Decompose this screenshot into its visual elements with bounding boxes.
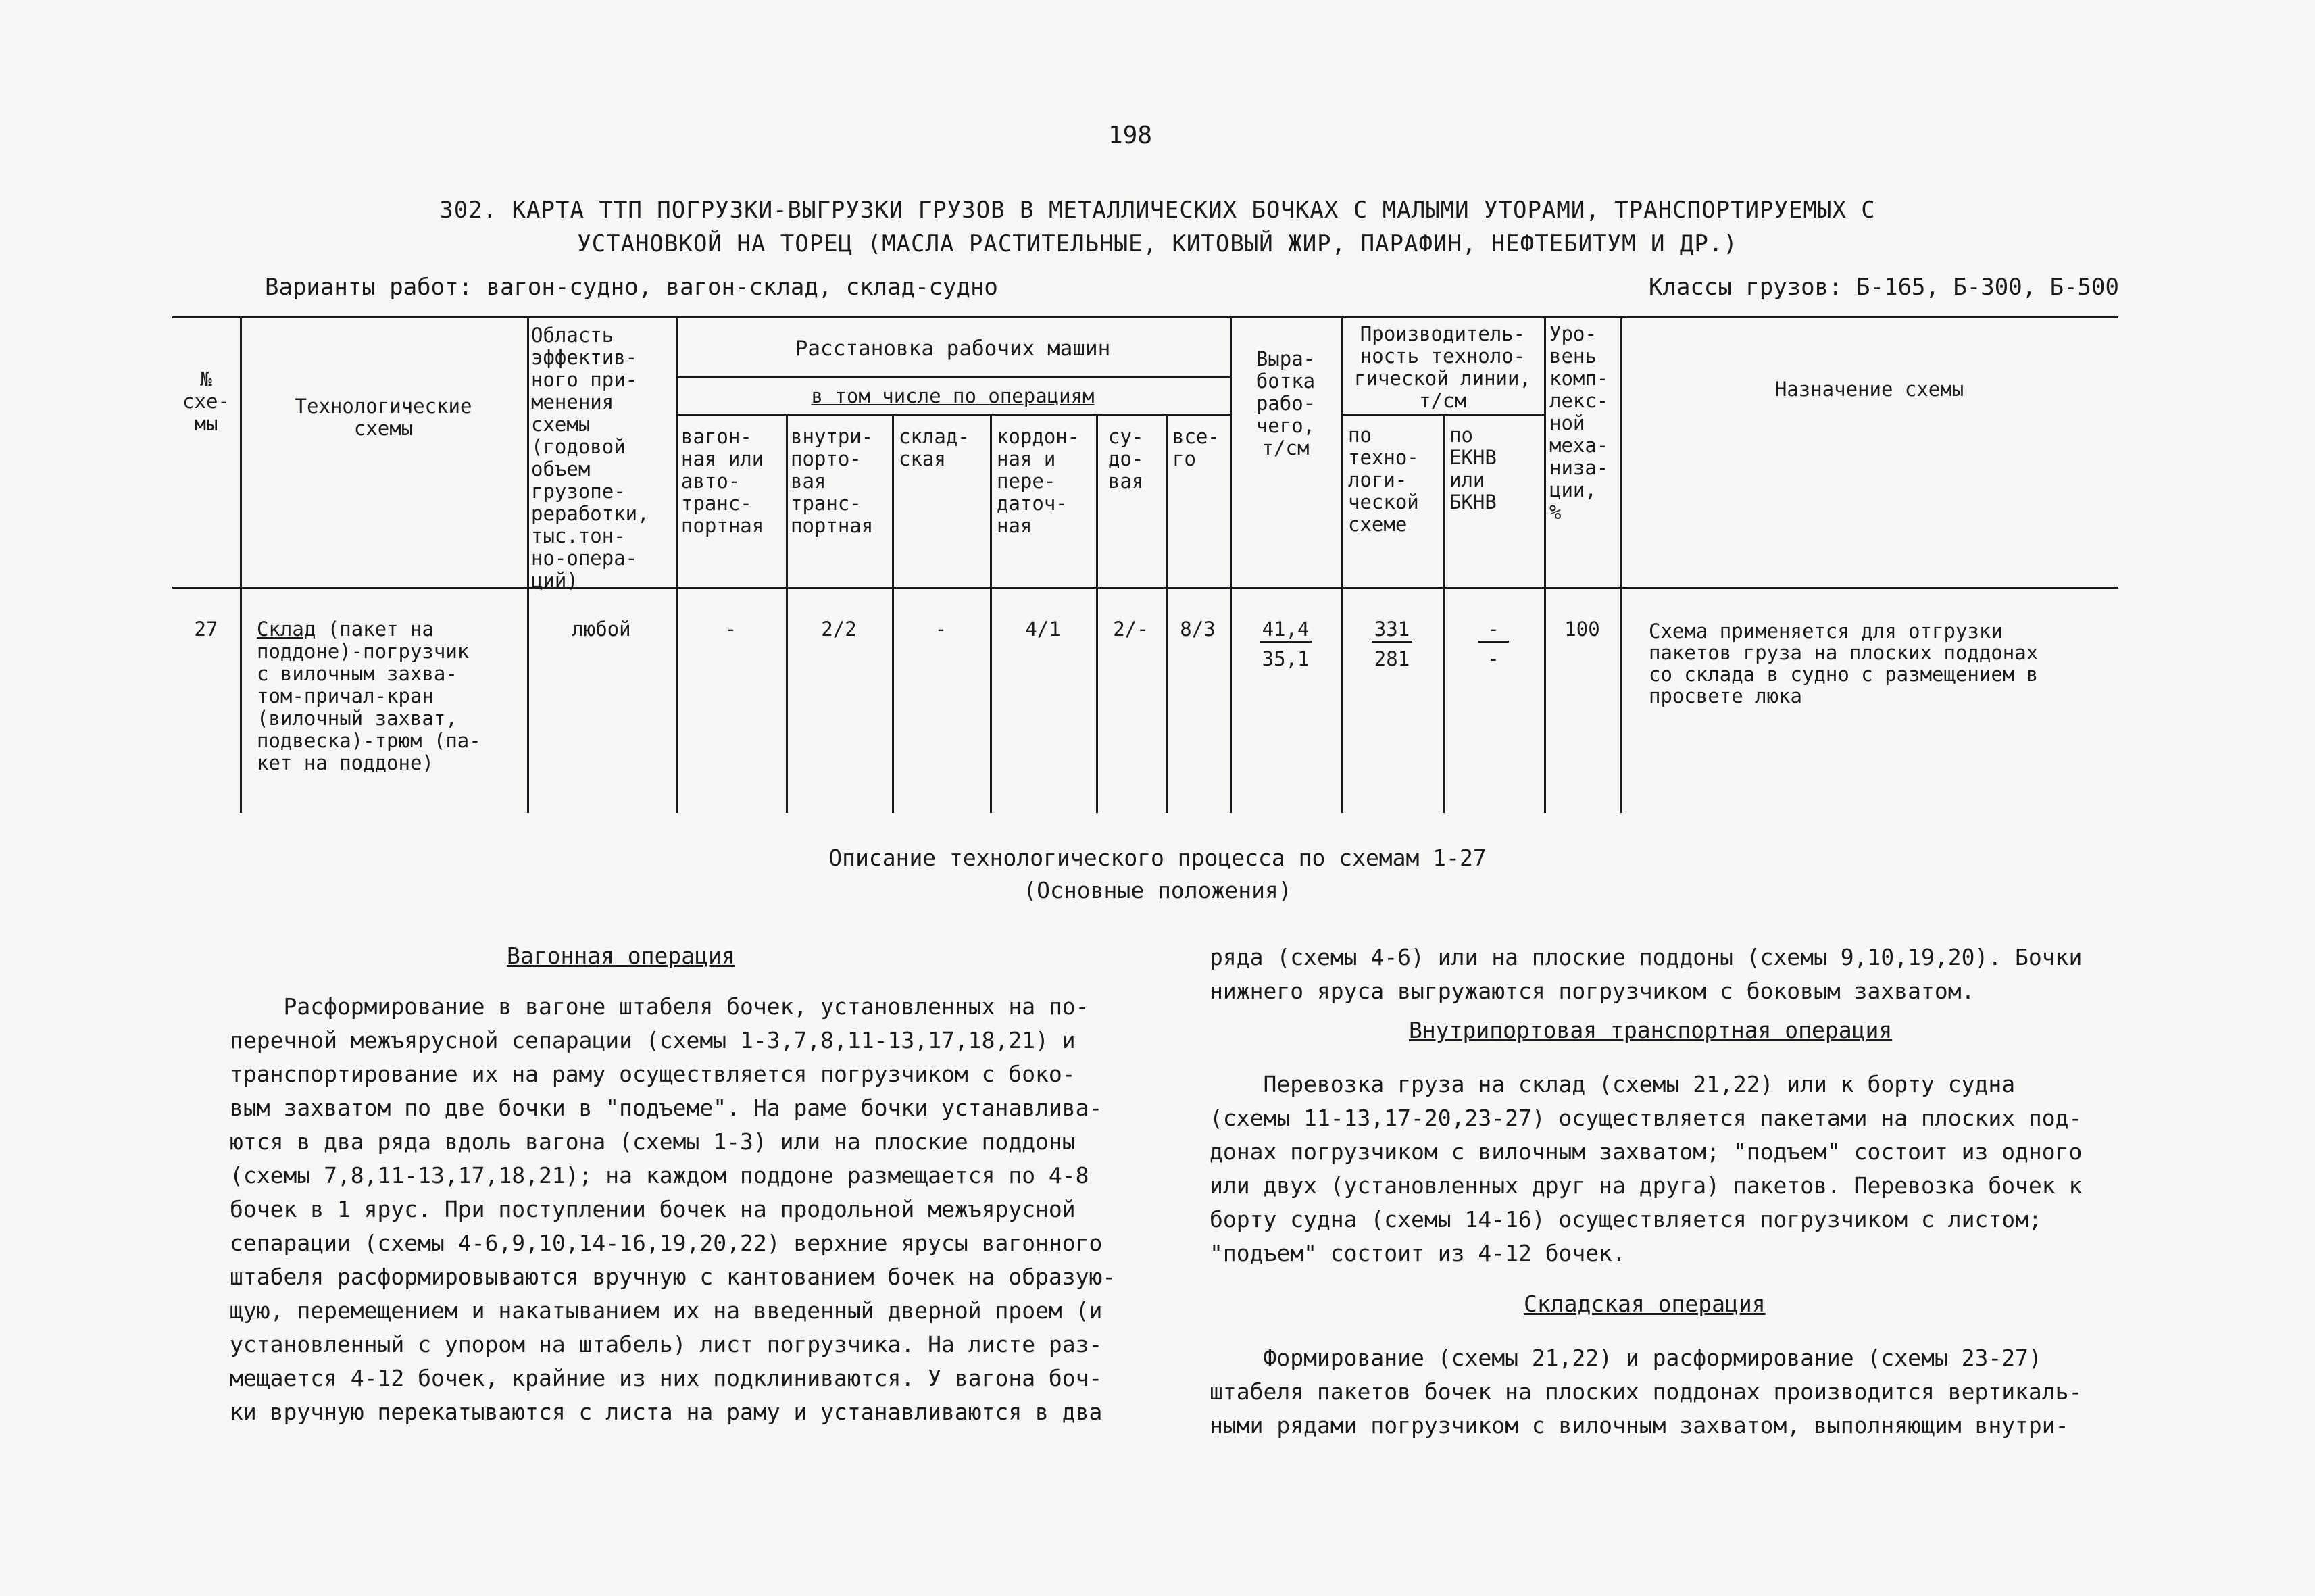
row-op-wagon: - — [724, 618, 737, 641]
header-placement: Расстановка рабочих машин — [795, 336, 1111, 361]
section-store-text: Формирование (схемы 21,22) и расформирование (схемы 23-27) штабеля пакетов бочек на плоских поддонах производится вертикаль- ными рядами погрузчиком с вилочным захватом, выполняющим внутри- — [1210, 1345, 2083, 1439]
col-rule — [527, 316, 529, 813]
header-num: № схе- мы — [182, 368, 230, 435]
header-schemes: Технологические схемы — [295, 395, 472, 440]
header-prod-ekhv: по ЕКНВ или БКНВ — [1449, 424, 1497, 514]
header-output: Выра- ботка рабо- чего, т/см — [1255, 347, 1316, 459]
header-productivity: Производитель- ность техноло- гической линии, т/см — [1354, 322, 1531, 412]
row-output — [1230, 618, 1341, 670]
cargo-classes: Классы грузов: Б-165, Б-300, Б-500 — [1649, 274, 2119, 301]
row-area: любой — [572, 618, 631, 641]
section-wagon-heading: Вагонная операция — [507, 943, 735, 969]
col-rule — [1096, 414, 1098, 813]
row-ekhv-bottom: - — [1487, 647, 1499, 670]
operations-rule — [676, 414, 1230, 416]
row-output-bottom: 35,1 — [1262, 647, 1310, 670]
header-prod-scheme: по техно- логи- ческой схеме — [1348, 424, 1419, 536]
col-rule — [1443, 414, 1445, 813]
row-prod-top: 331 — [1372, 618, 1412, 643]
col-rule — [990, 414, 992, 813]
row-op-total: 8/3 — [1180, 618, 1216, 641]
row-op-store: - — [935, 618, 947, 641]
placement-rule — [676, 376, 1230, 378]
row-scheme-rest: (пакет на поддоне)-погрузчик с вилочным захва- том-причал-кран (вилочный захват, подвеска)-трюм (па- кет на поддоне) — [257, 618, 481, 774]
header-op-wagon: вагон- ная или авто- транс- портная — [681, 425, 764, 537]
row-ekhv-top: - — [1478, 618, 1508, 643]
header-level: Уро- вень комп- лекс- ной меха- низа- ции, % — [1549, 322, 1609, 524]
header-area: Область эффектив- ного при- менения схемы (годовой объем грузопе- реработки, тыс.тон- но-опера- ций) — [531, 324, 649, 592]
col-rule — [240, 316, 242, 813]
row-purpose: Схема применяется для отгрузки пакетов груза на плоских поддонах со склада в судно с размещением в просвете люка — [1649, 620, 2039, 707]
header-op-cordon: кордон- ная и пере- даточ- ная — [997, 425, 1080, 537]
col-rule — [1166, 414, 1168, 813]
col-rule — [892, 414, 894, 813]
table-top-rule — [172, 316, 2118, 318]
section-store-heading: Складская операция — [1524, 1291, 1766, 1317]
header-bottom-rule — [172, 587, 2118, 589]
section-inner-text: Перевозка груза на склад (схемы 21,22) или к борту судна (схемы 11-13,17-20,23-27) осуществляется пакетами на плоских под- донах погрузчиком с вилочным захватом; "подъем" состоит из одного или двух (установленных друг на друга) пакетов. Перевозка бочек к борту судна (схемы 14-16) осуществляется погрузчиком с листом; "подъем" состоит из 4-12 бочек. — [1210, 1071, 2083, 1266]
section-wagon-text: Расформирование в вагоне штабеля бочек, установленных на по- перечной межъярусной сепарации (схемы 1-3,7,8,11-13,17,18,21) и транспортирование их на раму осуществляется погрузчиком с боко- вым захватом по две бочки в "подъеме". На раме бочки устанавлива- ются в два ряда вдоль вагона (схемы 1-3) или на плоские поддоны (схемы 7,8,11-13,17,18,21); на каждом поддоне размещается по 4-8 бочек в 1 ярус. При поступлении бочек на продольной межъярусной сепарации (схемы 4-6,9,10,14-16,19,20,22) верхние ярусы вагонного штабеля расформировываются вручную с кантованием бочек на образую- щую, перемещением и накатыванием их на введенный дверной проем (и установленный с упором на штабель) лист погрузчика. На листе раз- мещается 4-12 бочек, крайние из них подклиниваются. У вагона боч- ки вручную перекатываются с листа на раму и устанавливаются в два — [230, 993, 1116, 1425]
document-title-line-2: УСТАНОВКОЙ НА ТОРЕЦ (МАСЛА РАСТИТЕЛЬНЫЕ, КИТОВЫЙ ЖИР, ПАРАФИН, НЕФТЕБИТУМ И ДР.) — [577, 230, 1738, 257]
row-output-top: 41,4 — [1260, 618, 1312, 643]
section-inner-heading: Внутрипортовая транспортная операция — [1409, 1017, 1893, 1043]
row-num: 27 — [194, 618, 218, 641]
work-variants: Варианты работ: вагон-судно, вагон-склад, склад-судно — [265, 274, 998, 301]
col-rule — [1544, 316, 1546, 813]
header-op-store: склад- ская — [899, 425, 970, 470]
header-purpose: Назначение схемы — [1774, 378, 1964, 401]
row-scheme-start: Склад — [257, 618, 316, 641]
row-prod-bottom: 281 — [1374, 647, 1410, 670]
row-level: 100 — [1564, 618, 1600, 641]
header-op-inner: внутри- порто- вая транс- портная — [791, 425, 874, 537]
col-rule — [786, 414, 788, 813]
row-op-inner: 2/2 — [821, 618, 857, 641]
section-wagon-continuation: ряда (схемы 4-6) или на плоские поддоны (схемы 9,10,19,20). Бочки нижнего яруса выгружаются погрузчиком с боковым захватом. — [1210, 944, 2083, 1004]
document-title-line-1: 302. КАРТА ТТП ПОГРУЗКИ-ВЫГРУЗКИ ГРУЗОВ В МЕТАЛЛИЧЕСКИХ БОЧКАХ С МАЛЫМИ УТОРАМИ, ТРАНСПОРТИРУЕМЫХ С — [439, 197, 1876, 224]
row-prod-scheme — [1341, 618, 1443, 670]
page-number: 198 — [1108, 122, 1153, 149]
description-title: Описание технологического процесса по схемам 1-27 — [828, 845, 1487, 871]
header-incl: в том числе по операциям — [811, 384, 1095, 407]
row-scheme — [257, 618, 527, 774]
header-op-ship: су- до- вая — [1108, 425, 1144, 493]
description-subtitle: (Основные положения) — [1023, 877, 1292, 903]
row-prod-ekhv — [1443, 618, 1544, 670]
header-op-total: все- го — [1172, 425, 1220, 470]
row-op-cordon: 4/1 — [1025, 618, 1061, 641]
row-op-ship: 2/- — [1113, 618, 1149, 641]
